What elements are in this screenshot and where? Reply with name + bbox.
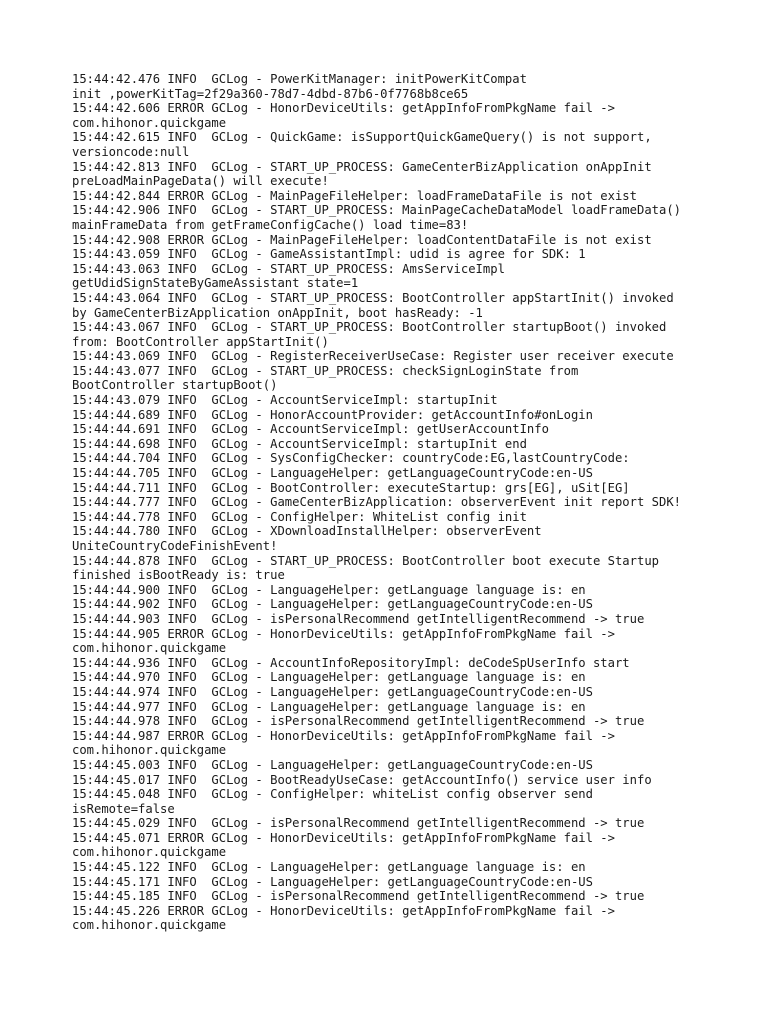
log-line: 15:44:44.689 INFO GCLog - HonorAccountProvider: getAccountInfo#onLogin bbox=[72, 407, 593, 422]
log-line: finished isBootReady is: true bbox=[72, 568, 285, 583]
log-line: 15:44:44.978 INFO GCLog - isPersonalRecommend getIntelligentRecommend -> true bbox=[72, 714, 645, 729]
log-line: init ,powerKitTag=2f29a360-78d7-4dbd-87b6-0f7768b8ce65 bbox=[72, 86, 469, 101]
log-line: 15:44:44.977 INFO GCLog - LanguageHelper: getLanguage language is: en bbox=[72, 699, 586, 714]
log-line: 15:44:42.615 INFO GCLog - QuickGame: isSupportQuickGameQuery() is not support, bbox=[72, 130, 652, 145]
log-line: 15:44:44.903 INFO GCLog - isPersonalRecommend getIntelligentRecommend -> true bbox=[72, 611, 645, 626]
log-line: 15:44:44.705 INFO GCLog - LanguageHelper: getLanguageCountryCode:en-US bbox=[72, 466, 593, 481]
log-line: 15:44:42.476 INFO GCLog - PowerKitManager: initPowerKitCompat bbox=[72, 72, 527, 86]
log-line: 15:44:42.606 ERROR GCLog - HonorDeviceUtils: getAppInfoFromPkgName fail -> bbox=[72, 101, 615, 116]
log-line: com.hihonor.quickgame bbox=[72, 115, 227, 130]
log-line: 15:44:45.029 INFO GCLog - isPersonalRecommend getIntelligentRecommend -> true bbox=[72, 816, 645, 831]
log-line: com.hihonor.quickgame bbox=[72, 918, 227, 933]
log-line: by GameCenterBizApplication onAppInit, boot hasReady: -1 bbox=[72, 305, 483, 320]
log-line: isRemote=false bbox=[72, 801, 175, 816]
log-line: 15:44:45.071 ERROR GCLog - HonorDeviceUtils: getAppInfoFromPkgName fail -> bbox=[72, 830, 615, 845]
log-document bbox=[72, 72, 712, 933]
log-line: BootController startupBoot() bbox=[72, 378, 278, 393]
log-line: 15:44:44.905 ERROR GCLog - HonorDeviceUtils: getAppInfoFromPkgName fail -> bbox=[72, 626, 615, 641]
log-line: getUdidSignStateByGameAssistant state=1 bbox=[72, 276, 359, 291]
log-line: from: BootController appStartInit() bbox=[72, 334, 329, 349]
log-line: 15:44:44.902 INFO GCLog - LanguageHelper: getLanguageCountryCode:en-US bbox=[72, 597, 593, 612]
log-line: 15:44:44.698 INFO GCLog - AccountServiceImpl: startupInit end bbox=[72, 436, 527, 451]
log-line: 15:44:44.987 ERROR GCLog - HonorDeviceUtils: getAppInfoFromPkgName fail -> bbox=[72, 728, 615, 743]
log-line: 15:44:43.059 INFO GCLog - GameAssistantImpl: udid is agree for SDK: 1 bbox=[72, 247, 586, 262]
log-line: mainFrameData from getFrameConfigCache() load time=83! bbox=[72, 217, 469, 232]
log-line: 15:44:43.079 INFO GCLog - AccountServiceImpl: startupInit bbox=[72, 393, 498, 408]
log-line: com.hihonor.quickgame bbox=[72, 743, 227, 758]
log-line: 15:44:45.226 ERROR GCLog - HonorDeviceUtils: getAppInfoFromPkgName fail -> bbox=[72, 903, 615, 918]
log-line: versioncode:null bbox=[72, 144, 190, 159]
log-line: 15:44:45.048 INFO GCLog - ConfigHelper: whiteList config observer send bbox=[72, 787, 593, 802]
log-line: 15:44:45.017 INFO GCLog - BootReadyUseCase: getAccountInfo() service user info bbox=[72, 772, 652, 787]
log-line: 15:44:45.185 INFO GCLog - isPersonalRecommend getIntelligentRecommend -> true bbox=[72, 889, 645, 904]
log-line: 15:44:44.704 INFO GCLog - SysConfigChecker: countryCode:EG,lastCountryCode: bbox=[72, 451, 630, 466]
log-line: 15:44:43.077 INFO GCLog - START_UP_PROCESS: checkSignLoginState from bbox=[72, 363, 579, 378]
log-line: 15:44:42.906 INFO GCLog - START_UP_PROCESS: MainPageCacheDataModel loadFrameData() bbox=[72, 203, 682, 218]
log-line: 15:44:44.900 INFO GCLog - LanguageHelper: getLanguage language is: en bbox=[72, 582, 586, 597]
log-line: preLoadMainPageData() will execute! bbox=[72, 174, 329, 189]
log-line: 15:44:44.878 INFO GCLog - START_UP_PROCESS: BootController boot execute Startup bbox=[72, 553, 659, 568]
log-line: 15:44:43.063 INFO GCLog - START_UP_PROCESS: AmsServiceImpl bbox=[72, 261, 505, 276]
log-line: 15:44:45.122 INFO GCLog - LanguageHelper: getLanguage language is: en bbox=[72, 860, 586, 875]
log-line: 15:44:44.711 INFO GCLog - BootController: executeStartup: grs[EG], uSit[EG] bbox=[72, 480, 630, 495]
log-line: 15:44:44.778 INFO GCLog - ConfigHelper: WhiteList config init bbox=[72, 509, 527, 524]
log-line: 15:44:42.813 INFO GCLog - START_UP_PROCESS: GameCenterBizApplication onAppInit bbox=[72, 159, 652, 174]
log-line: 15:44:43.069 INFO GCLog - RegisterReceiverUseCase: Register user receiver execute bbox=[72, 349, 674, 364]
log-line: 15:44:42.844 ERROR GCLog - MainPageFileHelper: loadFrameDataFile is not exist bbox=[72, 188, 637, 203]
log-line: com.hihonor.quickgame bbox=[72, 641, 227, 656]
log-line: 15:44:44.974 INFO GCLog - LanguageHelper: getLanguageCountryCode:en-US bbox=[72, 684, 593, 699]
log-line: com.hihonor.quickgame bbox=[72, 845, 227, 860]
log-line: 15:44:44.691 INFO GCLog - AccountServiceImpl: getUserAccountInfo bbox=[72, 422, 549, 437]
log-line: 15:44:44.780 INFO GCLog - XDownloadInstallHelper: observerEvent bbox=[72, 524, 542, 539]
log-line: 15:44:44.936 INFO GCLog - AccountInfoRepositoryImpl: deCodeSpUserInfo start bbox=[72, 655, 630, 670]
log-line: UniteCountryCodeFinishEvent! bbox=[72, 539, 278, 553]
log-line: 15:44:44.777 INFO GCLog - GameCenterBizApplication: observerEvent init report SDK! bbox=[72, 495, 682, 510]
log-line: 15:44:43.064 INFO GCLog - START_UP_PROCESS: BootController appStartInit() invoked bbox=[72, 290, 674, 305]
log-line: 15:44:42.908 ERROR GCLog - MainPageFileHelper: loadContentDataFile is not exist bbox=[72, 232, 652, 247]
log-line: 15:44:45.003 INFO GCLog - LanguageHelper: getLanguageCountryCode:en-US bbox=[72, 757, 593, 772]
log-line: 15:44:43.067 INFO GCLog - START_UP_PROCESS: BootController startupBoot() invoked bbox=[72, 320, 667, 335]
log-line: 15:44:44.970 INFO GCLog - LanguageHelper: getLanguage language is: en bbox=[72, 670, 586, 685]
log-line: 15:44:45.171 INFO GCLog - LanguageHelper: getLanguageCountryCode:en-US bbox=[72, 874, 593, 889]
